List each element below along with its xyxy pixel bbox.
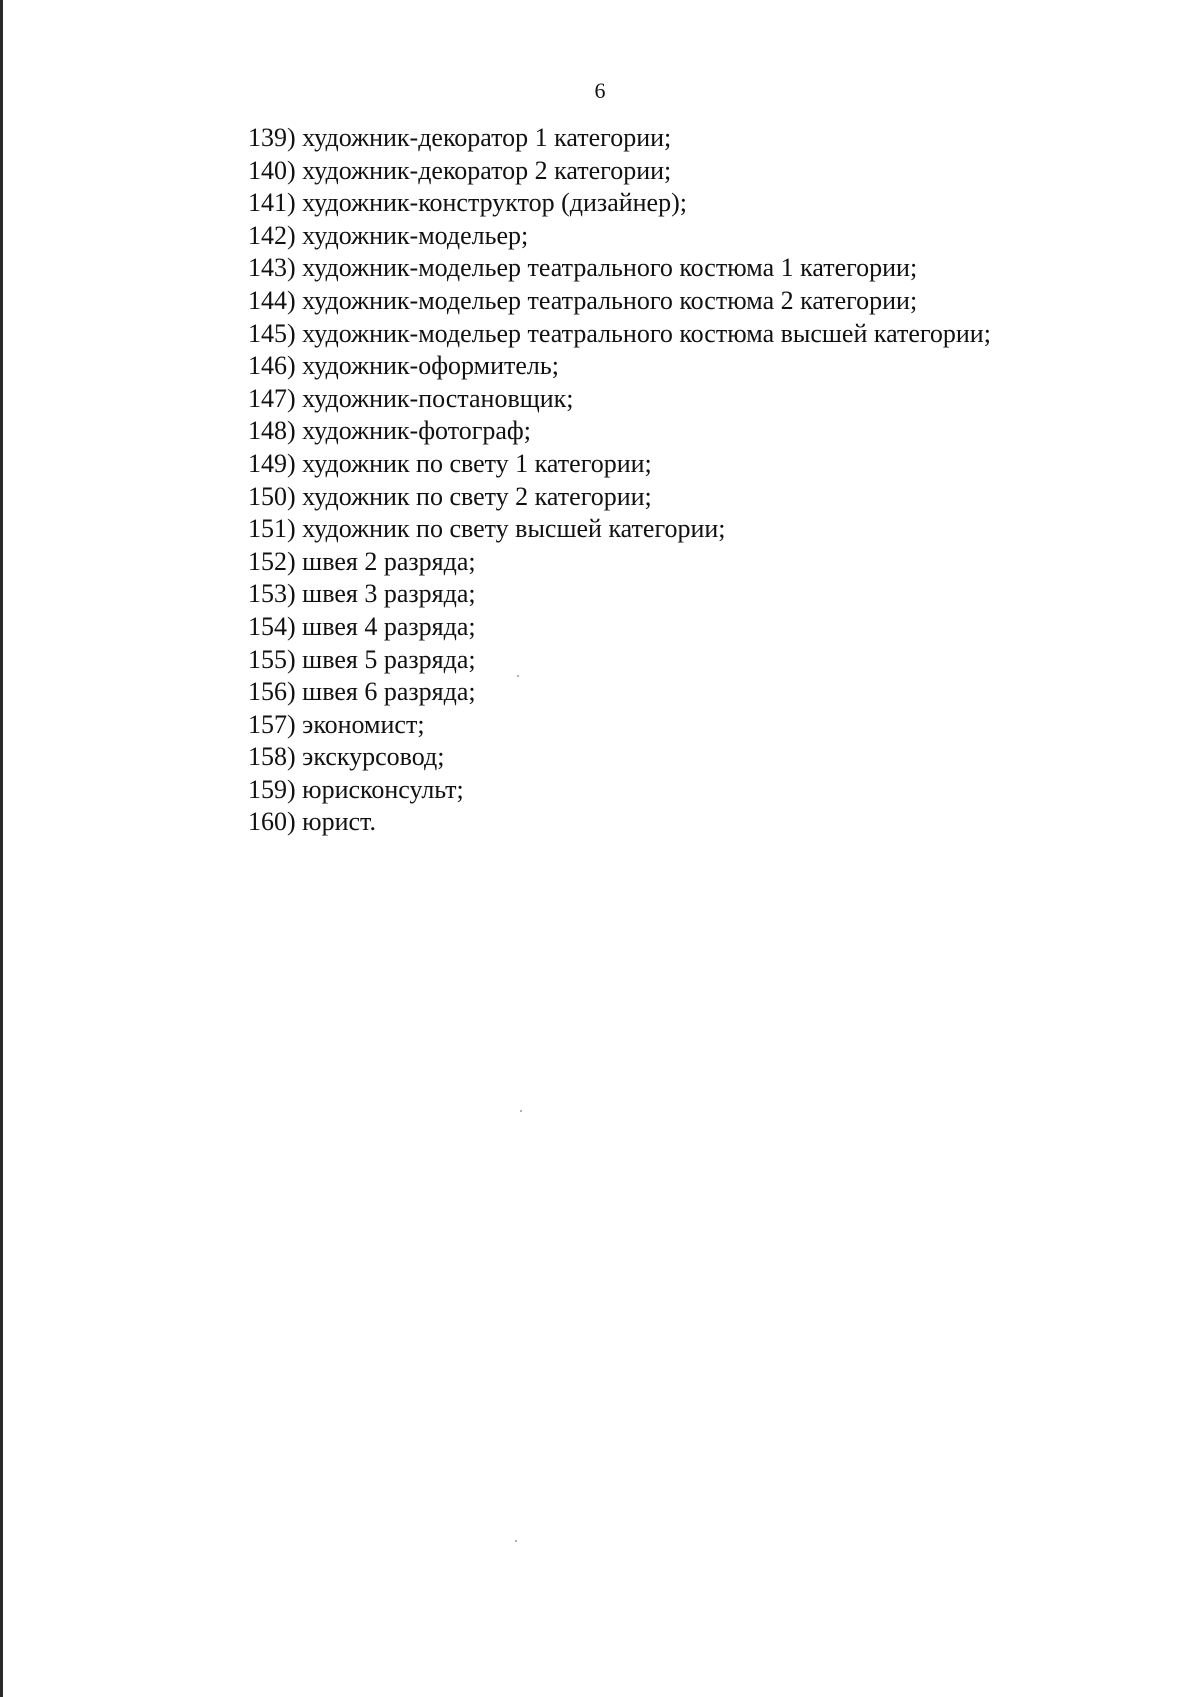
item-text: юрист.: [302, 807, 376, 837]
item-text: художник по свету 1 категории;: [302, 448, 652, 478]
item-text: художник-модельер театрального костюма 2 категории;: [302, 285, 918, 315]
scan-speck: [520, 1110, 522, 1112]
item-number: 142): [248, 220, 296, 250]
list-item: [248, 220, 991, 253]
item-text: швея 4 разряда;: [302, 611, 476, 641]
item-text: художник-декоратор 1 категории;: [302, 123, 672, 152]
list-item: [248, 546, 991, 579]
item-number: 144): [248, 285, 296, 315]
item-text: художник-конструктор (дизайнер);: [302, 188, 687, 218]
item-number: 152): [248, 546, 296, 576]
item-number: 148): [248, 416, 296, 446]
list-item: [248, 611, 991, 644]
item-number: 158): [248, 742, 296, 772]
list-item: [248, 252, 991, 285]
item-text: художник-модельер;: [302, 220, 529, 250]
item-text: швея 6 разряда;: [302, 677, 476, 707]
item-text: швея 3 разряда;: [302, 579, 476, 609]
list-item: [248, 318, 991, 351]
occupation-list: [248, 122, 991, 839]
list-item: [248, 774, 991, 807]
list-item: [248, 383, 991, 416]
item-text: художник-модельер театрального костюма высшей категории;: [302, 318, 991, 348]
list-item: [248, 481, 991, 514]
list-item: [248, 676, 991, 709]
list-item: [248, 709, 991, 742]
item-number: 139): [248, 123, 296, 152]
item-text: художник-постановщик;: [302, 383, 574, 413]
list-item: [248, 285, 991, 318]
item-text: юрисконсульт;: [302, 774, 464, 804]
item-number: 156): [248, 677, 296, 707]
scan-speck: [517, 675, 519, 677]
item-number: 151): [248, 514, 296, 544]
item-text: художник по свету 2 категории;: [302, 481, 652, 511]
list-item: [248, 578, 991, 611]
list-item: [248, 644, 991, 677]
list-item: [248, 448, 991, 481]
item-text: швея 5 разряда;: [302, 644, 476, 674]
item-text: художник-модельер театрального костюма 1 категории;: [302, 253, 918, 283]
item-number: 145): [248, 318, 296, 348]
list-item: [248, 122, 991, 155]
list-item: [248, 806, 991, 839]
item-number: 143): [248, 253, 296, 283]
item-text: художник-фотограф;: [302, 416, 532, 446]
item-number: 154): [248, 611, 296, 641]
item-number: 147): [248, 383, 296, 413]
item-text: экономист;: [302, 709, 425, 739]
item-number: 159): [248, 774, 296, 804]
page-number: 6: [594, 78, 606, 103]
item-number: 140): [248, 155, 296, 185]
list-item: [248, 350, 991, 383]
item-text: художник-оформитель;: [302, 351, 559, 381]
list-item: [248, 741, 991, 774]
item-text: художник по свету высшей категории;: [302, 514, 726, 544]
list-item: [248, 187, 991, 220]
list-item: [248, 415, 991, 448]
list-item: [248, 155, 991, 188]
item-number: 155): [248, 644, 296, 674]
item-number: 160): [248, 807, 296, 837]
item-number: 157): [248, 709, 296, 739]
item-text: швея 2 разряда;: [302, 546, 476, 576]
scan-speck: [515, 1540, 517, 1542]
item-text: художник-декоратор 2 категории;: [302, 155, 672, 185]
list-item: [248, 513, 991, 546]
item-number: 150): [248, 481, 296, 511]
item-number: 149): [248, 448, 296, 478]
item-number: 141): [248, 188, 296, 218]
item-text: экскурсовод;: [302, 742, 445, 772]
scan-edge: [0, 0, 3, 1697]
item-number: 146): [248, 351, 296, 381]
item-number: 153): [248, 579, 296, 609]
